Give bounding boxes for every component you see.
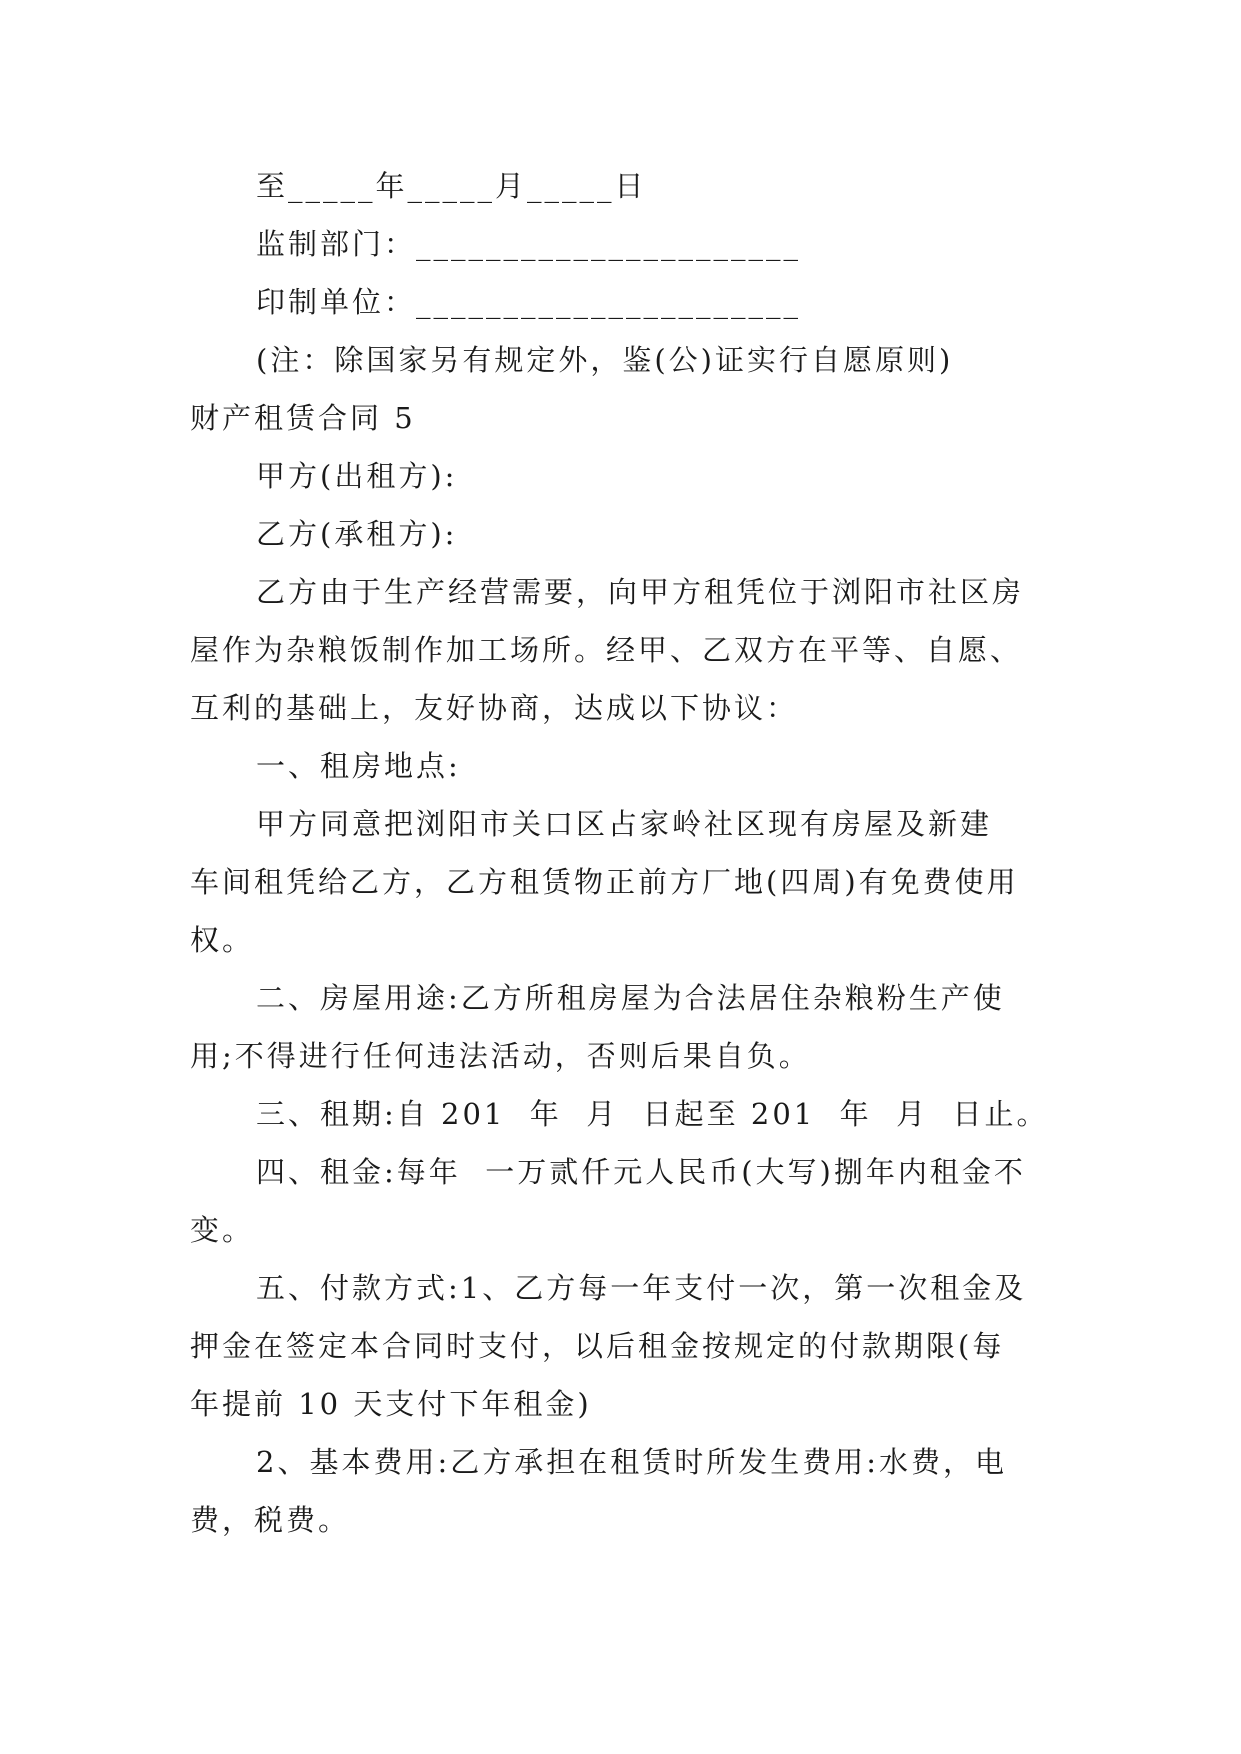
clause-4-line-2: 变。	[190, 1213, 255, 1247]
party-a-line: 甲方(出租方):	[256, 459, 458, 493]
clause-1-line-3: 权。	[190, 923, 255, 957]
clause-3-line: 三、租期:自 201 年 月 日起至 201 年 月 日止。	[256, 1097, 1049, 1131]
clause-5-line-2: 押金在签定本合同时支付，以后租金按规定的付款期限(每	[190, 1329, 1005, 1363]
party-b-line: 乙方(承租方):	[256, 517, 458, 551]
clause-2-line-2: 用;不得进行任何违法活动，否则后果自负。	[190, 1039, 811, 1073]
clause-5-line-3: 年提前 10 天支付下年租金)	[190, 1387, 592, 1421]
intro-paragraph-line-1: 乙方由于生产经营需要，向甲方租凭位于浏阳市社区房	[256, 575, 1025, 609]
clause-5-2-line-2: 费，税费。	[190, 1503, 351, 1537]
printing-unit-line: 印制单位：______________________	[256, 285, 802, 319]
clause-1-heading: 一、租房地点:	[256, 749, 461, 783]
clause-1-line-2: 车间租凭给乙方，乙方租赁物正前方厂地(四周)有免费使用	[190, 865, 1019, 899]
intro-paragraph-line-2: 屋作为杂粮饭制作加工场所。经甲、乙双方在平等、自愿、	[190, 633, 1023, 667]
date-blank-line: 至_____年_____月_____日	[256, 169, 647, 203]
note-line: (注：除国家另有规定外，鉴(公)证实行自愿原则)	[256, 343, 954, 377]
clause-2-line-1: 二、房屋用途:乙方所租房屋为合法居住杂粮粉生产使	[256, 981, 1005, 1015]
clause-5-line-1: 五、付款方式:1、乙方每一年支付一次，第一次租金及	[256, 1271, 1027, 1305]
clause-5-2-line-1: 2、基本费用:乙方承担在租赁时所发生费用:水费，电	[256, 1445, 1007, 1479]
supervising-department-line: 监制部门：______________________	[256, 227, 802, 261]
intro-paragraph-line-3: 互利的基础上，友好协商，达成以下协议：	[190, 691, 799, 725]
clause-4-line-1: 四、租金:每年 一万贰仟元人民币(大写)捌年内租金不	[256, 1155, 1026, 1189]
clause-1-line-1: 甲方同意把浏阳市关口区占家岭社区现有房屋及新建	[256, 807, 993, 841]
contract-title: 财产租赁合同 5	[190, 401, 416, 435]
